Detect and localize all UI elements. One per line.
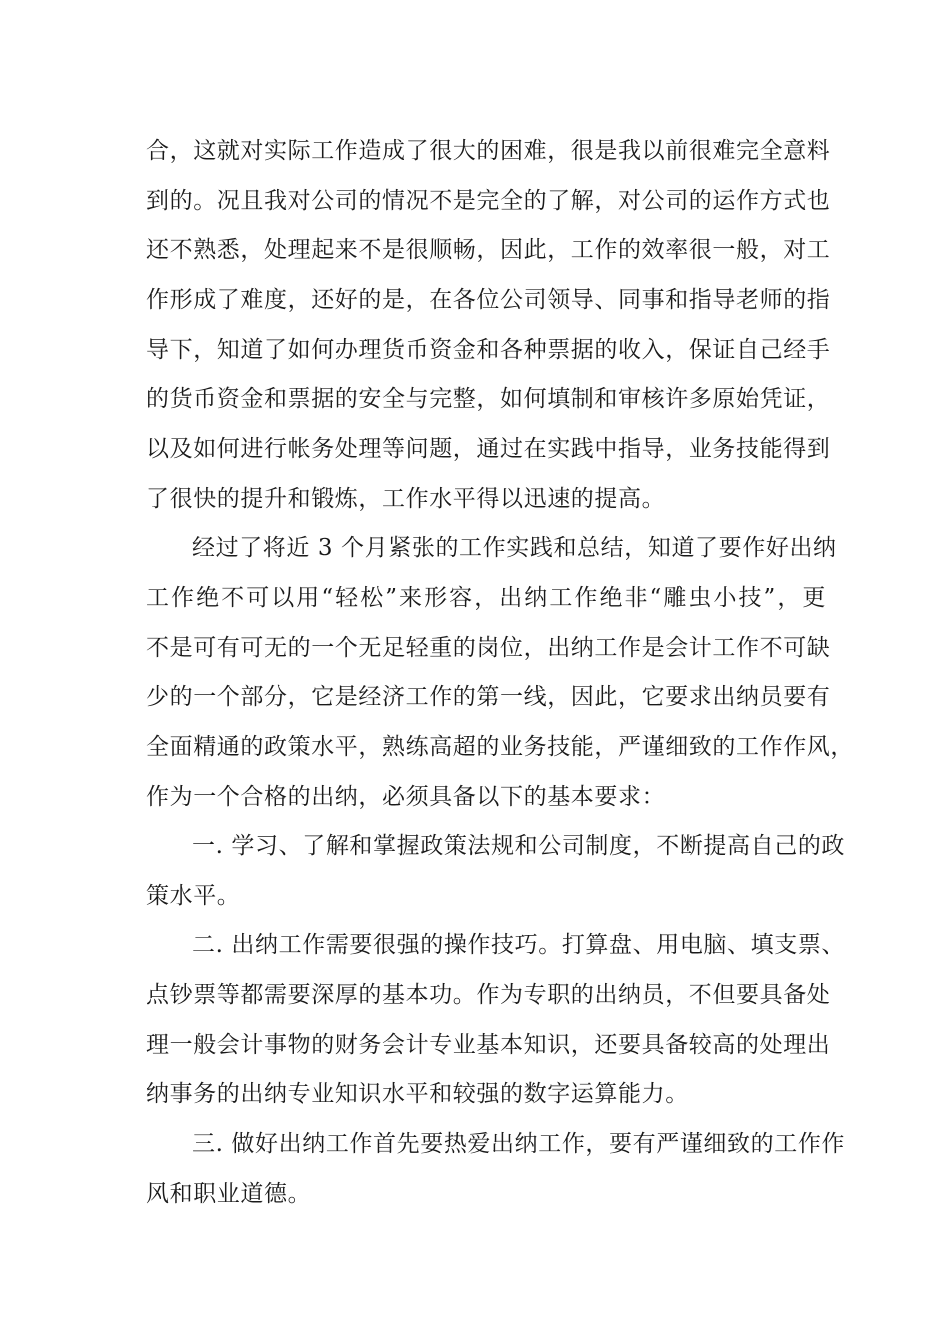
- paragraph-1-line-4: 作形成了难度，还好的是，在各位公司领导、同事和指导老师的指: [146, 287, 831, 313]
- paragraph-1-line-2: 到的。况且我对公司的情况不是完全的了解，对公司的运作方式也: [146, 188, 831, 214]
- paragraph-3-line-2: 策水平。: [146, 883, 241, 909]
- paragraph-1-line-7: 以及如何进行帐务处理等问题，通过在实践中指导，业务技能得到: [146, 436, 831, 462]
- paragraph-1-line-1: 合，这就对实际工作造成了很大的困难，很是我以前很难完全意料: [146, 138, 831, 164]
- paragraph-1-line-8: 了很快的提升和锻炼，工作水平得以迅速的提高。: [146, 486, 666, 512]
- paragraph-1-line-3: 还不熟悉，处理起来不是很顺畅，因此，工作的效率很一般，对工: [146, 237, 831, 263]
- paragraph-2-line-1: 经过了将近 3 个月紧张的工作实践和总结，知道了要作好出纳: [192, 535, 837, 561]
- paragraph-3-line-1: 一. 学习、了解和掌握政策法规和公司制度，不断提高自己的政: [192, 833, 846, 859]
- paragraph-1-line-5: 导下，知道了如何办理货币资金和各种票据的收入，保证自己经手: [146, 337, 831, 363]
- paragraph-5-line-1: 三. 做好出纳工作首先要热爱出纳工作，要有严谨细致的工作作: [192, 1131, 846, 1157]
- paragraph-1-line-6: 的货币资金和票据的安全与完整，如何填制和审核许多原始凭证，: [146, 386, 831, 412]
- paragraph-4-line-2: 点钞票等都需要深厚的基本功。作为专职的出纳员，不但要具备处: [146, 982, 831, 1008]
- paragraph-2-line-6: 作为一个合格的出纳，必须具备以下的基本要求：: [146, 784, 666, 810]
- paragraph-5-line-2: 风和职业道德。: [146, 1181, 312, 1207]
- paragraph-4-line-3: 理一般会计事物的财务会计专业基本知识，还要具备较高的处理出: [146, 1032, 831, 1058]
- paragraph-2-line-5: 全面精通的政策水平，熟练高超的业务技能，严谨细致的工作作风，: [146, 734, 854, 760]
- paragraph-2-line-2: 工作绝不可以用“轻松”来形容，出纳工作绝非“雕虫小技”，更: [146, 585, 826, 611]
- paragraph-2-line-4: 少的一个部分，它是经济工作的第一线，因此，它要求出纳员要有: [146, 684, 831, 710]
- paragraph-4-line-4: 纳事务的出纳专业知识水平和较强的数字运算能力。: [146, 1081, 689, 1107]
- paragraph-2-line-3: 不是可有可无的一个无足轻重的岗位，出纳工作是会计工作不可缺: [146, 635, 831, 661]
- paragraph-4-line-1: 二. 出纳工作需要很强的操作技巧。打算盘、用电脑、填支票、: [192, 932, 846, 958]
